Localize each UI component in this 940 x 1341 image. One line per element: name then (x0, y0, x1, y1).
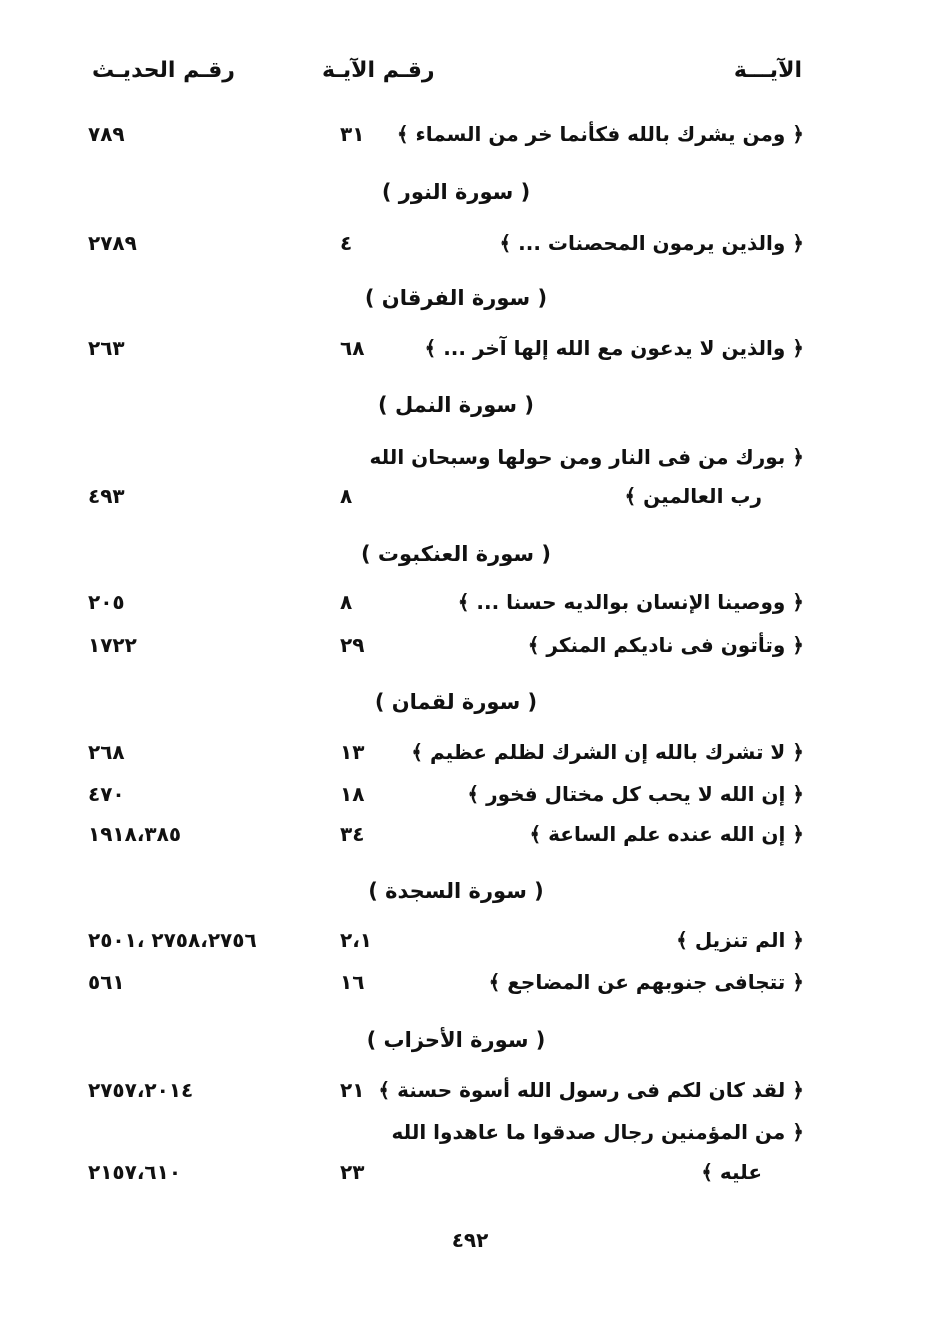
surah-heading (0, 690, 940, 714)
surah-heading (0, 879, 940, 903)
aya-column-header: الآيـــة (733, 58, 802, 83)
surah-title: ( سورة النمل ) (378, 393, 534, 417)
index-entry (0, 970, 940, 1010)
index-entry (0, 445, 940, 485)
hadith-number: ٥٦١ (88, 970, 125, 994)
aya-text: ﴿ لقد كان لكم فى رسول الله أسوة حسنة ﴾ (378, 1078, 804, 1102)
hadith-number: ٧٨٩ (88, 122, 125, 146)
surah-title: ( سورة لقمان ) (374, 690, 538, 714)
aya-text: ﴿ إن الله لا يحب كل مختال فخور ﴾ (467, 782, 804, 806)
hadith-number: ١٩١٨،٣٨٥ (88, 822, 182, 846)
aya-text: ﴿ لا تشرك بالله إن الشرك لظلم عظيم ﴾ (411, 740, 804, 764)
index-entry (0, 484, 940, 524)
index-entry (0, 231, 940, 271)
aya-number: ٢٣ (340, 1160, 365, 1184)
index-entry (0, 1120, 940, 1160)
surah-heading (0, 1028, 940, 1052)
surah-heading (0, 180, 940, 204)
surah-heading (0, 542, 940, 566)
hadith-number: ٢٧٥٧،٢٠١٤ (88, 1078, 194, 1102)
index-entry (0, 740, 940, 780)
index-entry (0, 590, 940, 630)
aya-text: ﴿ والذين لا يدعون مع الله إلها آخر ... ﴾ (424, 336, 804, 360)
aya-number: ١٨ (340, 782, 365, 806)
page-number: ٤٩٢ (451, 1228, 489, 1252)
aya-text: ﴿ وتأتون فى ناديكم المنكر ﴾ (527, 633, 804, 657)
surah-title: ( سورة العنكبوت ) (361, 542, 551, 566)
surah-heading (0, 286, 940, 310)
index-entry (0, 336, 940, 376)
aya-number: ٤ (340, 231, 353, 255)
index-entry (0, 782, 940, 822)
hadith-number: ١٧٢٢ (88, 633, 137, 657)
aya-number: ٦٨ (340, 336, 365, 360)
aya-text: ﴿ ووصينا الإنسان بوالديه حسنا ... ﴾ (457, 590, 804, 614)
index-entry (0, 122, 940, 162)
hadith-number: ٤٧٠ (88, 782, 125, 806)
aya-number: ١٣ (340, 740, 365, 764)
aya-number: ٢١ (340, 1078, 365, 1102)
hadith-number: ٢٦٨ (88, 740, 125, 764)
surah-heading (0, 393, 940, 417)
aya-number: ٨ (340, 484, 353, 508)
index-entry (0, 633, 940, 673)
table-header (0, 52, 940, 92)
aya-number: ٨ (340, 590, 353, 614)
hadith-number: ٢١٥٧،٦١٠ (88, 1160, 182, 1184)
index-entry (0, 1160, 940, 1200)
aya-number-column-header: رقـم الآيـة (322, 58, 435, 83)
hadith-number: ٢٧٨٩ (88, 231, 137, 255)
aya-text: ﴿ الم تنزيل ﴾ (676, 928, 804, 952)
aya-text-continuation: رب العالمين ﴾ (624, 484, 762, 508)
aya-text: ﴿ والذين يرمون المحصنات ... ﴾ (499, 231, 804, 255)
aya-text: ﴿ ومن يشرك بالله فكأنما خر من السماء ﴾ (396, 122, 804, 146)
aya-number: ٢،١ (340, 928, 373, 952)
index-entry (0, 928, 940, 968)
hadith-number: ٤٩٣ (88, 484, 125, 508)
surah-title: ( سورة الأحزاب ) (366, 1028, 546, 1052)
aya-text: ﴿ إن الله عنده علم الساعة ﴾ (529, 822, 804, 846)
aya-number: ١٦ (340, 970, 365, 994)
surah-title: ( سورة الفرقان ) (364, 286, 548, 310)
index-entry (0, 822, 940, 862)
hadith-number: ٢٦٣ (88, 336, 125, 360)
hadith-number: ٢٧٥٨،٢٧٥٦ ،٢٥٠١ (88, 928, 257, 952)
aya-number: ٣١ (340, 122, 365, 146)
aya-number: ٢٩ (340, 633, 365, 657)
aya-text: ﴿ تتجافى جنوبهم عن المضاجع ﴾ (488, 970, 804, 994)
surah-title: ( سورة النور ) (381, 180, 531, 204)
hadith-number: ٢٠٥ (88, 590, 125, 614)
aya-number: ٣٤ (340, 822, 365, 846)
aya-text: ﴿ بورك من فى النار ومن حولها وسبحان الله (369, 445, 804, 469)
index-entry (0, 1078, 940, 1118)
aya-text-continuation: عليه ﴾ (701, 1160, 762, 1184)
aya-text: ﴿ من المؤمنين رجال صدقوا ما عاهدوا الله (391, 1120, 804, 1144)
hadith-number-column-header: رقـم الحديـث (92, 58, 235, 83)
surah-title: ( سورة السجدة ) (368, 879, 544, 903)
